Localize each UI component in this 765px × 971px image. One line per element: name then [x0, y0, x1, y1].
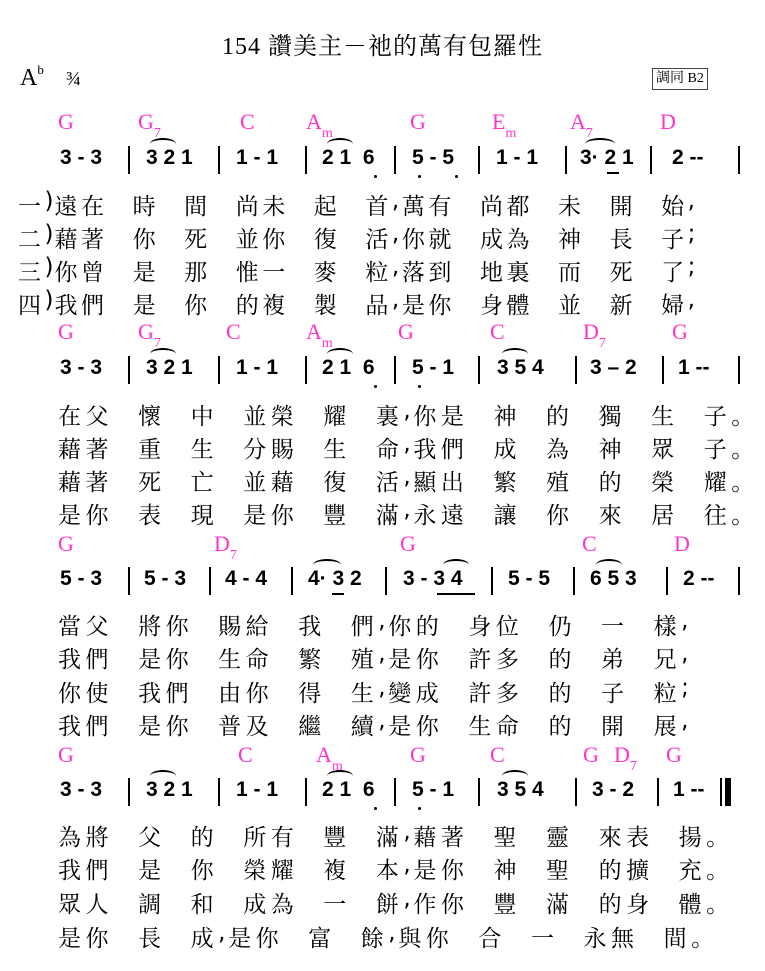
lower-octave-dot [418, 807, 421, 810]
bar-line [738, 146, 740, 174]
time-signature: ¾ [66, 68, 81, 90]
chord: C [226, 319, 241, 344]
measure: 1 -- [673, 778, 705, 801]
underline-beam [332, 593, 344, 595]
bar-line [738, 356, 740, 384]
chord: G [410, 109, 426, 134]
chord: G [410, 742, 426, 767]
measure: 3 – 2 [590, 356, 637, 379]
bar-line [128, 356, 130, 384]
bar-line [565, 146, 567, 174]
measure: 3 2 1 [146, 356, 193, 379]
bar-line [491, 567, 493, 595]
chord: G [672, 319, 688, 344]
chord: C [490, 319, 505, 344]
bar-line [738, 567, 740, 595]
measure: 5 - 3 [144, 567, 187, 590]
measure: 3· 2 1 [580, 146, 634, 169]
measure: 3 - 3 4 [403, 567, 463, 590]
song-title: 154 讚美主－祂的萬有包羅性 [222, 34, 543, 60]
measure: 1 - 1 [236, 146, 279, 169]
measure: 3 5 4 [497, 356, 544, 379]
lower-octave-dot [374, 807, 377, 810]
chord: D [660, 109, 676, 134]
chord: $A_m$ [306, 109, 333, 142]
measure: 3 - 3 [60, 356, 103, 379]
final-bar-line [725, 778, 731, 806]
chord: $D_7$ [614, 742, 637, 775]
chord: $G_7$ [138, 319, 161, 352]
bar-line [657, 778, 659, 806]
chord: $G_7$ [138, 109, 161, 142]
bar-line [662, 356, 664, 384]
bar-line [720, 778, 722, 806]
measure: 4· 3 2 [308, 567, 362, 590]
bar-line [666, 567, 668, 595]
chord: G [666, 742, 682, 767]
measure: 2 1 6 [322, 146, 375, 169]
bar-line [573, 567, 575, 595]
key-signature [20, 64, 44, 92]
underline-beam [437, 593, 475, 595]
chord: $D_7$ [214, 531, 237, 564]
measure: 5 - 5 [412, 146, 455, 169]
measure: 1 - 1 [236, 778, 279, 801]
measure: 6 5 3 [590, 567, 637, 590]
chord: C [582, 531, 597, 556]
measure: 2 -- [683, 567, 715, 590]
key-accidental: b [37, 62, 44, 77]
measure: 4 - 4 [225, 567, 268, 590]
measure: 3 - 2 [592, 778, 635, 801]
measure: 5 - 3 [60, 567, 103, 590]
measure: 3 - 3 [60, 146, 103, 169]
chord: $A_m$ [306, 319, 333, 352]
bar-line [394, 146, 396, 174]
chord: G [583, 742, 599, 767]
measure: 1 -- [678, 356, 710, 379]
bar-line [218, 146, 220, 174]
chord: C [238, 742, 253, 767]
bar-line [385, 567, 387, 595]
chord: G [58, 109, 74, 134]
measure: 5 - 1 [412, 356, 455, 379]
lower-octave-dot [374, 175, 377, 178]
bar-line [305, 356, 307, 384]
bar-line [478, 778, 480, 806]
bar-line [128, 146, 130, 174]
lower-octave-dot [418, 385, 421, 388]
lower-octave-dot [418, 175, 421, 178]
underline-beam [607, 172, 619, 174]
bar-line [128, 778, 130, 806]
bar-line [305, 146, 307, 174]
lower-octave-dot [455, 175, 458, 178]
chord: G [58, 319, 74, 344]
chord: D [674, 531, 690, 556]
chord: C [490, 742, 505, 767]
measure: 3 - 3 [60, 778, 103, 801]
chord: G [58, 531, 74, 556]
bar-line [394, 356, 396, 384]
bar-line [478, 146, 480, 174]
chord: $A_m$ [316, 742, 343, 775]
chord: G [398, 319, 414, 344]
bar-line [291, 567, 293, 595]
bar-line [218, 778, 220, 806]
bar-line [209, 567, 211, 595]
measure: 3 2 1 [146, 146, 193, 169]
measure: 5 - 1 [412, 778, 455, 801]
measure: 5 - 5 [508, 567, 551, 590]
chord: $D_7$ [583, 319, 606, 352]
chord: $A_7$ [570, 109, 593, 142]
measure: 1 - 1 [236, 356, 279, 379]
key-letter: A [20, 65, 38, 91]
chord: $E_m$ [492, 109, 517, 142]
bar-line [575, 356, 577, 384]
measure: 3 5 4 [497, 778, 544, 801]
measure: 2 -- [672, 146, 704, 169]
measure: 3 2 1 [146, 778, 193, 801]
measure: 1 - 1 [496, 146, 539, 169]
bar-line [305, 778, 307, 806]
bar-line [218, 356, 220, 384]
chord: G [58, 742, 74, 767]
tune-reference-box: 調同 B2 [652, 68, 708, 90]
bar-line [128, 567, 130, 595]
bar-line [575, 778, 577, 806]
bar-line [394, 778, 396, 806]
measure: 2 1 6 [322, 356, 375, 379]
bar-line [650, 146, 652, 174]
measure: 2 1 6 [322, 778, 375, 801]
chord: G [400, 531, 416, 556]
lower-octave-dot [374, 385, 377, 388]
bar-line [478, 356, 480, 384]
chord: C [240, 109, 255, 134]
